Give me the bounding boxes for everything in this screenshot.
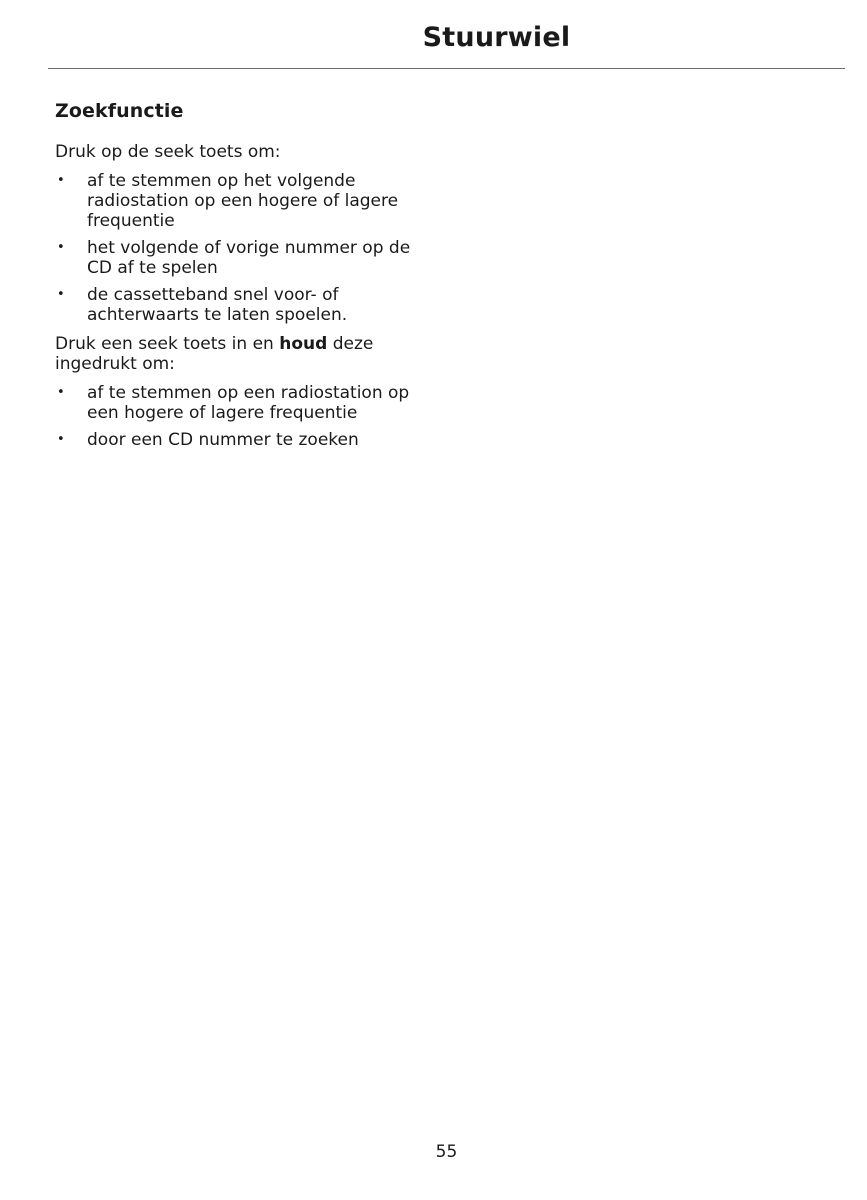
bullet-icon: • xyxy=(57,173,65,188)
list-item xyxy=(55,238,435,278)
page-title: Stuurwiel xyxy=(422,22,571,53)
intro-paragraph-2 xyxy=(55,334,435,374)
bullet-list-1 xyxy=(55,171,435,325)
list-item xyxy=(55,285,435,325)
page-number: 55 xyxy=(435,1142,458,1162)
intro-paragraph-1: Druk op de seek toets om: xyxy=(55,142,281,162)
bullet-icon: • xyxy=(57,287,65,302)
list-item-text: de cassetteband snel voor- of achterwaarts te laten spoelen. xyxy=(87,285,348,325)
main-content xyxy=(55,100,435,459)
bullet-icon: • xyxy=(57,432,65,447)
intro-2-after: deze ingedrukt om: xyxy=(55,334,374,374)
page-header xyxy=(48,22,845,69)
intro-2-bold: houd xyxy=(279,334,328,354)
list-item-text: door een CD nummer te zoeken xyxy=(87,430,359,450)
bullet-list-2 xyxy=(55,383,435,450)
list-item-text: af te stemmen op het volgende radiostation op een hogere of lagere frequentie xyxy=(87,171,399,231)
list-item xyxy=(55,171,435,231)
intro-2-before: Druk een seek toets in en xyxy=(55,334,274,354)
bullet-icon: • xyxy=(57,385,65,400)
list-item xyxy=(55,430,435,450)
list-item xyxy=(55,383,435,423)
list-item-text: het volgende of vorige nummer op de CD af te spelen xyxy=(87,238,411,278)
bullet-icon: • xyxy=(57,240,65,255)
list-item-text: af te stemmen op een radiostation op een hogere of lagere frequentie xyxy=(87,383,410,423)
section-heading: Zoekfunctie xyxy=(55,100,184,122)
